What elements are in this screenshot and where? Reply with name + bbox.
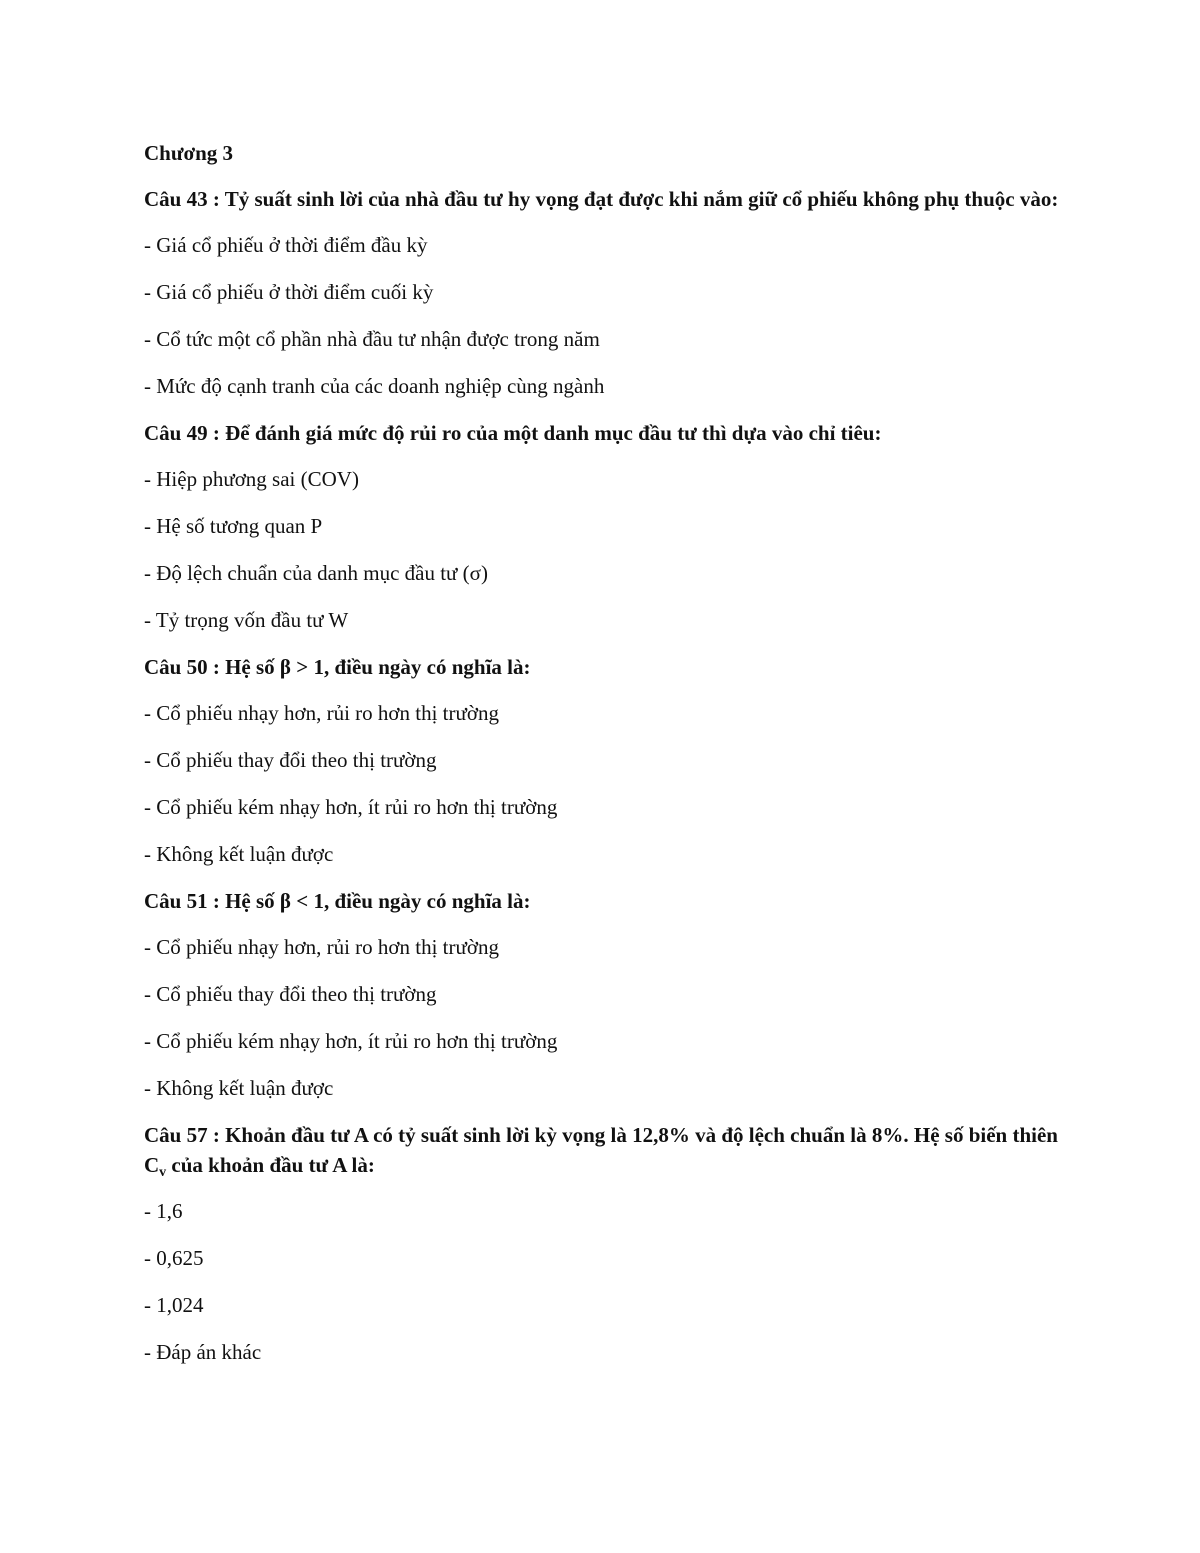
answer-option: - 1,6 bbox=[144, 1199, 183, 1223]
answer-option: - Đáp án khác bbox=[144, 1340, 262, 1364]
question-title: Câu 43 : Tỷ suất sinh lời của nhà đầu tư hy vọng đạt được khi nắm giữ cổ phiếu không phụ thuộc vào: bbox=[144, 187, 1059, 211]
answer-option: - Cổ phiếu kém nhạy hơn, ít rủi ro hơn thị trường bbox=[144, 1029, 558, 1053]
question-title bbox=[144, 1120, 1069, 1180]
answer-option: - Không kết luận được bbox=[144, 1076, 334, 1100]
answer-option: - Cổ phiếu kém nhạy hơn, ít rủi ro hơn thị trường bbox=[144, 795, 558, 819]
answer-option: - Giá cổ phiếu ở thời điểm cuối kỳ bbox=[144, 280, 434, 304]
answer-option: - Cổ tức một cổ phần nhà đầu tư nhận được trong năm bbox=[144, 327, 600, 351]
question-51 bbox=[144, 886, 1069, 1103]
answer-option: - Độ lệch chuẩn của danh mục đầu tư (σ) bbox=[144, 561, 488, 585]
answer-option: - Mức độ cạnh tranh của các doanh nghiệp cùng ngành bbox=[144, 374, 605, 398]
document-page bbox=[144, 138, 1069, 1384]
answer-option: - Tỷ trọng vốn đầu tư W bbox=[144, 608, 349, 632]
answer-option: - 0,625 bbox=[144, 1246, 204, 1270]
question-57 bbox=[144, 1120, 1069, 1367]
question-title: Câu 50 : Hệ số β > 1, điều ngày có nghĩa là: bbox=[144, 655, 531, 679]
question-title: Câu 49 : Để đánh giá mức độ rủi ro của một danh mục đầu tư thì dựa vào chỉ tiêu: bbox=[144, 421, 882, 445]
answer-option: - Hiệp phương sai (COV) bbox=[144, 467, 359, 491]
subscript-v: v bbox=[159, 1165, 167, 1180]
question-50 bbox=[144, 652, 1069, 869]
question-title: Câu 51 : Hệ số β < 1, điều ngày có nghĩa là: bbox=[144, 889, 531, 913]
answer-option: - Cổ phiếu nhạy hơn, rủi ro hơn thị trường bbox=[144, 935, 499, 959]
question-43 bbox=[144, 184, 1069, 401]
answer-option: - 1,024 bbox=[144, 1293, 204, 1317]
answer-option: - Cổ phiếu nhạy hơn, rủi ro hơn thị trường bbox=[144, 701, 499, 725]
answer-option: - Không kết luận được bbox=[144, 842, 334, 866]
answer-option: - Giá cổ phiếu ở thời điểm đầu kỳ bbox=[144, 233, 428, 257]
chapter-heading: Chương 3 bbox=[144, 141, 234, 165]
question-title-text-end: của khoản đầu tư A là: bbox=[166, 1153, 375, 1177]
answer-option: - Cổ phiếu thay đổi theo thị trường bbox=[144, 982, 437, 1006]
question-title-text: Câu 57 : Khoản đầu tư A có tỷ suất sinh lời kỳ vọng là 12,8% và độ lệch chuẩn là 8%. Hệ số biến thiên C bbox=[144, 1123, 1058, 1177]
answer-option: - Hệ số tương quan P bbox=[144, 514, 323, 538]
question-49 bbox=[144, 418, 1069, 635]
answer-option: - Cổ phiếu thay đổi theo thị trường bbox=[144, 748, 437, 772]
